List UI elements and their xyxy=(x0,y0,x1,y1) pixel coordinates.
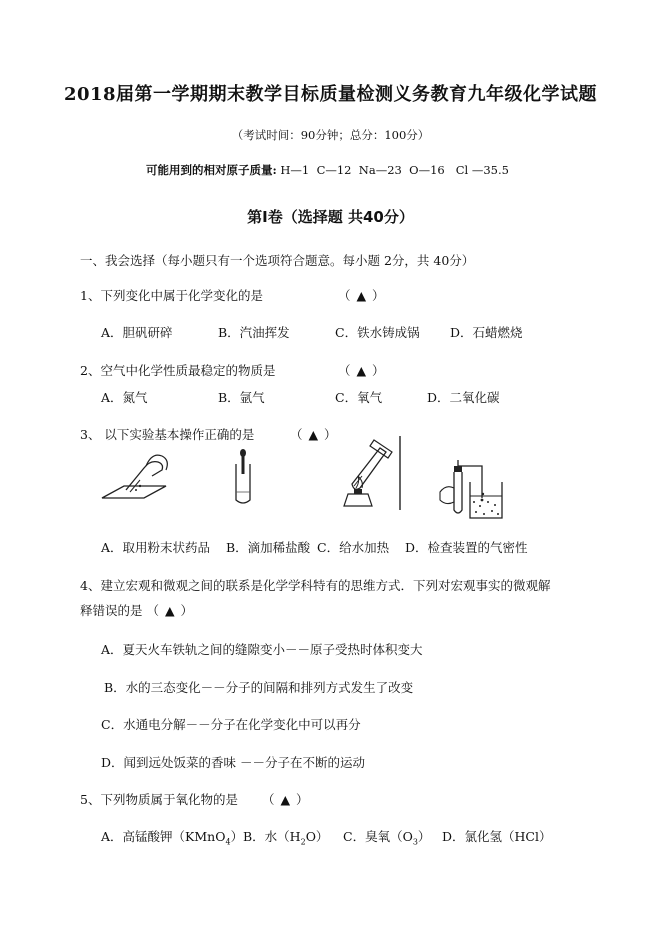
question-4-stem-line1: 4、建立宏观和微观之间的联系是化学学科特有的思维方式．下列对宏观事实的微观解 xyxy=(80,578,551,593)
question-4-option-d: D．闻到远处饭菜的香味 －－分子在不断的运动 xyxy=(101,755,365,770)
atomic-mass-values: H—1 C—12 Na—23 O—16 Cl —35.5 xyxy=(280,163,509,177)
question-5-option-b xyxy=(243,827,328,847)
question-3-answer-mark: （ ▲ ） xyxy=(290,427,338,442)
q5-b-suffix: O） xyxy=(305,829,329,844)
question-1-option-b: B．汽油挥发 xyxy=(218,325,290,340)
question-3-stem: 3、 以下实验基本操作正确的是 xyxy=(80,427,255,442)
question-4-option-c: C．水通电分解－－分子在化学变化中可以再分 xyxy=(101,717,361,732)
question-4-stem-line2 xyxy=(80,601,194,619)
question-5-answer-mark: （ ▲ ） xyxy=(262,792,310,807)
exam-info: （考试时间：90分钟；总分：100分） xyxy=(231,128,430,142)
question-1-answer-mark: （ ▲ ） xyxy=(338,288,386,303)
question-2-option-b: B．氩气 xyxy=(218,390,265,405)
question-5-stem: 5、下列物质属于氧化物的是 xyxy=(80,792,238,807)
question-4-option-a: A．夏天火车铁轨之间的缝隙变小－－原子受热时体积变大 xyxy=(101,642,423,657)
atomic-mass-line xyxy=(146,162,509,178)
question-1-option-a: A．胆矾研碎 xyxy=(101,325,173,340)
question-3-option-a: A．取用粉末状药品 xyxy=(101,540,211,555)
question-1-option-c: C．铁水铸成锅 xyxy=(335,325,420,340)
question-3-option-d: D．检查装置的气密性 xyxy=(405,540,528,555)
q5-a-sub: 4 xyxy=(225,837,231,847)
question-3-option-c: C．给水加热 xyxy=(317,540,390,555)
q5-b-prefix: B．水（H xyxy=(243,829,301,844)
question-4-stem-end: 释错误的是 xyxy=(80,603,143,618)
question-2-answer-mark: （ ▲ ） xyxy=(338,363,386,378)
question-2-option-a: A．氮气 xyxy=(101,390,148,405)
question-2-stem: 2、空气中化学性质最稳定的物质是 xyxy=(80,363,276,378)
question-4-option-b: B．水的三态变化－－分子的间隔和排列方式发生了改变 xyxy=(104,680,414,695)
question-3-option-b: B．滴加稀盐酸 xyxy=(226,540,311,555)
exam-title: 2018届第一学期期末教学目标质量检测义务教育九年级化学试题 xyxy=(63,84,598,105)
question-4-answer-mark: （ ▲ ） xyxy=(146,603,195,618)
q5-c-prefix: C．臭氧（O xyxy=(343,829,413,844)
q5-b-sub: 2 xyxy=(300,837,306,847)
section-title: 第Ⅰ卷（选择题 共40分） xyxy=(247,208,414,226)
heating-water-figure xyxy=(338,432,408,512)
q5-a-suffix: ） xyxy=(230,829,244,844)
question-2-option-d: D．二氧化碳 xyxy=(427,390,500,405)
q5-c-sub: 3 xyxy=(412,837,418,847)
question-1-stem: 1、下列变化中属于化学变化的是 xyxy=(80,288,263,303)
powder-scoop-figure xyxy=(100,446,180,502)
q5-a-prefix: A．高锰酸钾（KMnO xyxy=(101,829,226,844)
dropper-test-tube-figure xyxy=(231,448,255,506)
gas-tightness-figure xyxy=(438,458,514,522)
question-5-option-d: D．氯化氢（HCl） xyxy=(442,829,552,844)
q5-c-suffix: ） xyxy=(417,829,431,844)
question-1-option-d: D．石蜡燃烧 xyxy=(450,325,523,340)
question-2-option-c: C．氧气 xyxy=(335,390,383,405)
question-5-option-a xyxy=(101,827,243,847)
atomic-mass-label: 可能用到的相对原子质量: xyxy=(146,163,277,177)
question-5-option-c xyxy=(343,827,430,847)
section-instruction: 一、我会选择（每小题只有一个选项符合题意。每小题 2分，共 40分） xyxy=(80,253,475,268)
